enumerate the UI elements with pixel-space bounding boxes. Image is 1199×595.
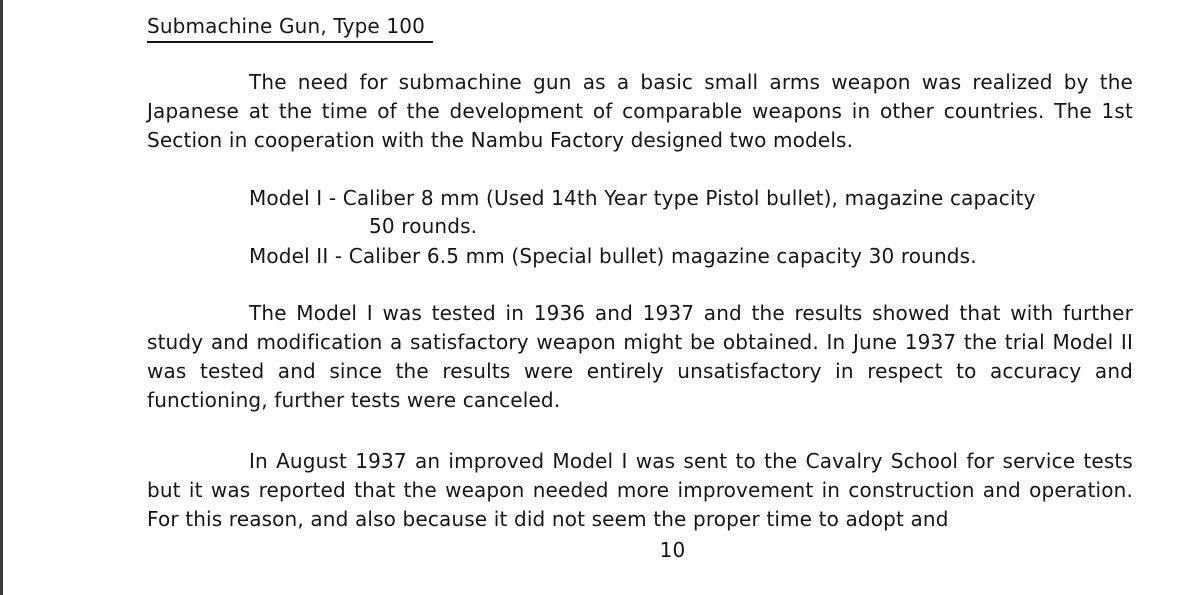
paragraph-cavalry-tests: In August 1937 an improved Model I was sent to the Cavalry School for service tests but it was reported that the weapon needed more improvement in construction and operation. For this reason, and also because it did not seem the proper time to adopt and (147, 449, 1133, 531)
section-title: Submachine Gun, Type 100 (147, 12, 433, 43)
paragraph-testing: The Model I was tested in 1936 and 1937 and the results showed that with further study and modification a satisfactory weapon might be obtained. In June 1937 the trial Model II was tested and since the results were entirely unsatisfactory in respect to accuracy and functioning, further tests were canceled. (147, 301, 1133, 412)
model-2-spec-line: Model II - Caliber 6.5 mm (Special bullet) magazine capacity 30 rounds. (249, 244, 977, 268)
paragraph-intro: The need for submachine gun as a basic small arms weapon was realized by the Japanese at the time of the development of comparable weapons in other countries. The 1st Section in cooperation with the Nambu Factory designed two models. (147, 70, 1133, 152)
model-1-spec-continuation: 50 rounds. (369, 214, 478, 238)
page-number: 10 (659, 538, 686, 562)
model-1-spec-line: Model I - Caliber 8 mm (Used 14th Year type Pistol bullet), magazine capacity (249, 186, 1036, 210)
